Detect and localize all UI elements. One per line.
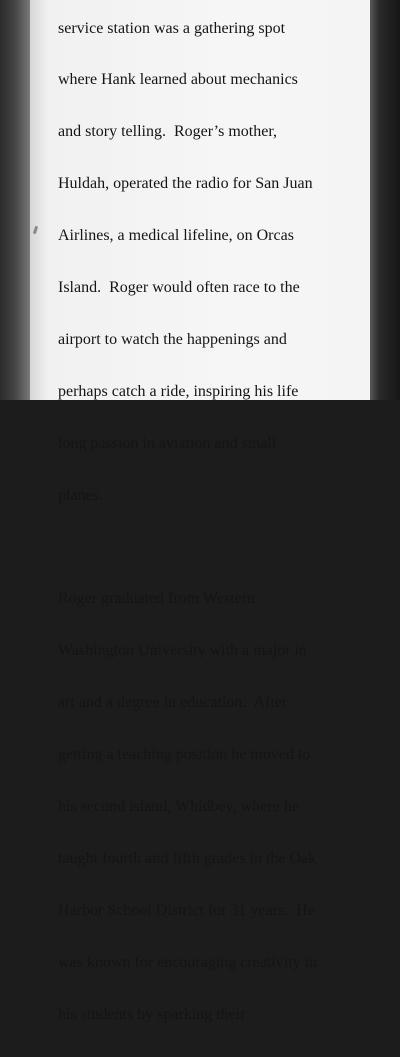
text-line: was known for encouraging creativity in	[58, 953, 318, 971]
text-line: planes.	[58, 486, 103, 504]
text-line: service station was a gathering spot	[58, 19, 286, 37]
text-line: his second island, Whidbey, where he	[58, 797, 299, 815]
text-line: Harbor School District for 31 years. He	[58, 901, 315, 919]
text-line: airport to watch the happenings and	[58, 330, 287, 348]
text-line: perhaps catch a ride, inspiring his life	[58, 382, 299, 400]
paragraph-1	[58, 0, 388, 539]
text-line: where Hank learned about mechanics	[58, 71, 298, 89]
text-line: Washington University with a major in	[58, 642, 307, 660]
text-line: and story telling. Roger’s mother,	[58, 123, 278, 141]
text-line: Island. Roger would often race to the	[58, 279, 300, 297]
paragraph-2	[58, 556, 388, 1057]
text-line: art and a degree in education. After	[58, 694, 288, 712]
text-line: Airlines, a medical lifeline, on Orcas	[58, 227, 294, 245]
text-line: long passion in aviation and small	[58, 434, 277, 452]
text-line: Huldah, operated the radio for San Juan	[58, 175, 313, 193]
article-text	[58, 0, 388, 1057]
text-line: his students by sparking their	[58, 1005, 246, 1023]
text-line: getting a teaching position he moved to	[58, 746, 311, 764]
text-line: Roger graduated from Western	[58, 590, 256, 608]
text-line: taught fourth and fifth grades in the Oak	[58, 849, 317, 867]
